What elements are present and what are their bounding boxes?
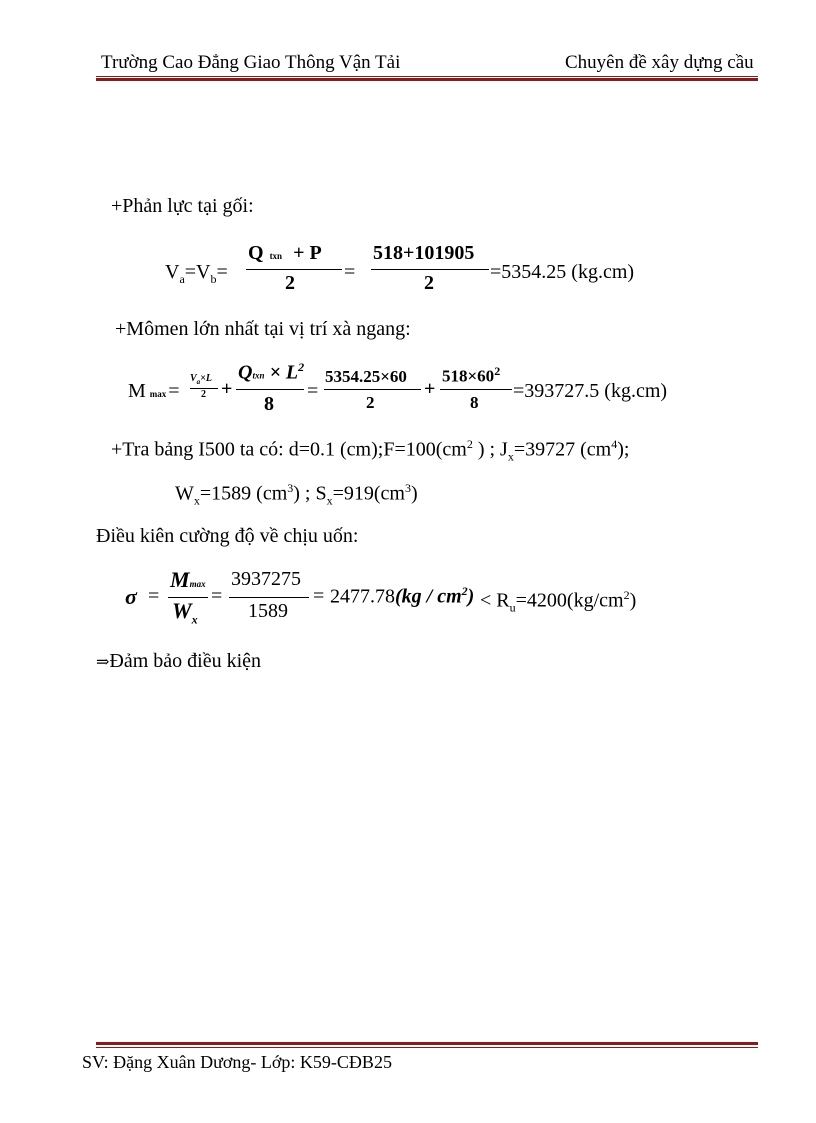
- eq1-fraction2-bar: [371, 269, 489, 270]
- header-rule-thin: [96, 76, 758, 77]
- eq2-term2-bar: [236, 389, 304, 390]
- conclusion: ⇒Đảm bảo điều kiện: [96, 650, 262, 672]
- eq2-term4-bar: [440, 389, 512, 390]
- footer-rule-thick: [96, 1042, 758, 1045]
- eq3-sigma: σ: [125, 584, 137, 609]
- eq1-fraction1-numerator: Qtxn + P: [248, 242, 322, 264]
- header-topic: Chuyên đề xây dựng cầu: [565, 52, 754, 73]
- eq2-plus2: +: [424, 378, 436, 400]
- eq1-result: =5354.25 (kg.cm): [490, 261, 635, 283]
- eq2-term3-numerator: 5354.25×60: [325, 367, 407, 386]
- eq1-fraction1-bar: [246, 269, 342, 270]
- header-school-name: Trường Cao Đẳng Giao Thông Vận Tải: [101, 52, 401, 73]
- moment-title: +Mômen lớn nhất tại vị trí xà ngang:: [115, 318, 411, 340]
- eq2-term2-denominator: 8: [264, 393, 274, 415]
- strength-title: Điều kiên cường độ về chịu uốn:: [96, 525, 359, 547]
- section-properties-line2: $W_x=1589$ $(cm^3)$ ; $S_x=919(cm^3)$: [175, 481, 418, 508]
- eq3-comparison: < $R_u=4200(kg/cm^2)$: [480, 588, 637, 615]
- eq2-term3-denominator: 2: [366, 393, 375, 412]
- eq3-fraction2-denominator: 1589: [248, 600, 288, 622]
- eq2-plus1: +: [221, 378, 233, 400]
- eq3-equals2: =: [211, 585, 223, 607]
- eq3-fraction2-numerator: 3937275: [231, 568, 301, 590]
- eq2-term1-numerator: $V_a\times L$: [190, 373, 212, 386]
- header-rule-thick: [96, 78, 758, 81]
- reaction-title: +Phản lực tại gối:: [111, 195, 254, 217]
- eq3-equals1: =: [148, 585, 160, 607]
- footer-rule-thin: [96, 1047, 758, 1048]
- eq2-term4-numerator: $518\times 60^2$: [442, 364, 501, 386]
- eq2-term1-denominator: 2: [201, 389, 206, 400]
- eq3-fraction2-bar: [229, 597, 309, 598]
- eq3-fraction1-numerator: Mmax: [170, 567, 206, 592]
- footer-student-info: SV: Đặng Xuân Dương- Lớp: K59-CĐB25: [82, 1052, 392, 1072]
- eq3-equals3: =: [313, 585, 325, 607]
- eq1-fraction1-denominator: 2: [285, 272, 295, 294]
- eq2-term4-denominator: 8: [470, 393, 479, 412]
- eq3-value: $2477.78(kg / cm^2)$: [330, 584, 475, 608]
- section-properties-line1: +Tra bảng I500 ta có: d=0.1 $(cm);F=100(cm^2$ ) ; $J_x=39727$ $(cm^4)$;: [111, 437, 630, 464]
- eq2-result: =393727.5 (kg.cm): [513, 380, 668, 402]
- eq1-fraction2-denominator: 2: [424, 272, 434, 294]
- eq2-term3-bar: [324, 389, 421, 390]
- eq2-equals: =: [307, 380, 319, 402]
- implies-icon: ⇒: [96, 654, 110, 671]
- equation-reaction-lhs: $V_a=V_b=$: [165, 261, 228, 286]
- equation-moment-lhs: Mmax =: [128, 380, 180, 402]
- eq1-fraction2-numerator: 518+101905: [373, 242, 475, 264]
- eq1-equals: =: [344, 261, 356, 283]
- eq3-fraction1-denominator: $W_x$: [172, 598, 198, 627]
- eq2-term2-numerator: Qtxn × $L^2$: [238, 360, 305, 384]
